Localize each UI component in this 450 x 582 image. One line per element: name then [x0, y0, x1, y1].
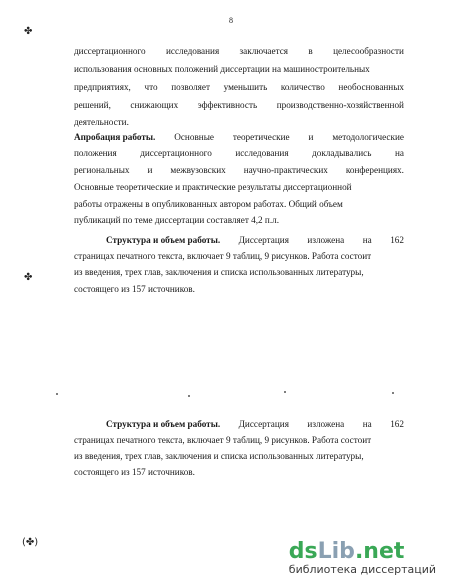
text-line-14: из введения, трех глав, заключения и списка использованных литературы,: [74, 267, 364, 277]
binder-hole-mark-middle: ✤: [24, 272, 33, 283]
dslib-subtitle: библиотека диссертаций: [288, 563, 436, 576]
text-line-10: работы отражены в опубликованных автором работах. Общий объем: [74, 199, 343, 209]
text-line-12: Структура и объем работы. Диссертация изложена на 162: [106, 235, 404, 245]
binder-hole-mark-top: ✤: [24, 26, 33, 37]
text-line-1: диссертационного исследования заключается в целесообразности: [74, 46, 404, 56]
scan-speck: [188, 395, 190, 397]
scan-speck: [392, 392, 394, 394]
dslib-watermark[interactable]: [289, 540, 436, 576]
text-line-5: деятельности.: [74, 117, 129, 127]
text-line-19: состоящего из 157 источников.: [74, 467, 195, 477]
text-line-3: предприятиях, что позволяет уменьшить количество необоснованных: [74, 82, 404, 92]
text-line-18: из введения, трех глав, заключения и списка использованных литературы,: [74, 451, 364, 461]
dslib-logo: dsLib.net: [288, 539, 405, 564]
text-line-2: использования основных положений диссертации на машиностроительных: [74, 64, 370, 74]
text-line-6: Апробация работы. Основные теоретические и методологические: [74, 132, 404, 142]
scan-speck: [56, 393, 58, 395]
text-line-15: состоящего из 157 источников.: [74, 284, 195, 294]
text-line-16: Структура и объем работы. Диссертация изложена на 162: [106, 419, 404, 429]
page-number: 8: [229, 16, 233, 25]
text-line-7: положения диссертационного исследования докладывались на: [74, 148, 404, 158]
scan-speck: [284, 391, 286, 393]
text-line-4: решений, снижающих эффективность производственно-хозяйственной: [74, 100, 404, 110]
text-line-11: публикаций по теме диссертации составляет 4,2 п.л.: [74, 215, 280, 225]
text-line-9: Основные теоретические и практические результаты диссертационной: [74, 182, 352, 192]
text-line-8: региональных и межвузовских научно-практических конференциях.: [74, 165, 404, 175]
text-line-13: страницах печатного текста, включает 9 таблиц, 9 рисунков. Работа состоит: [74, 251, 372, 261]
binder-hole-mark-bottom: (✤): [22, 537, 39, 548]
text-line-17: страницах печатного текста, включает 9 таблиц, 9 рисунков. Работа состоит: [74, 435, 372, 445]
